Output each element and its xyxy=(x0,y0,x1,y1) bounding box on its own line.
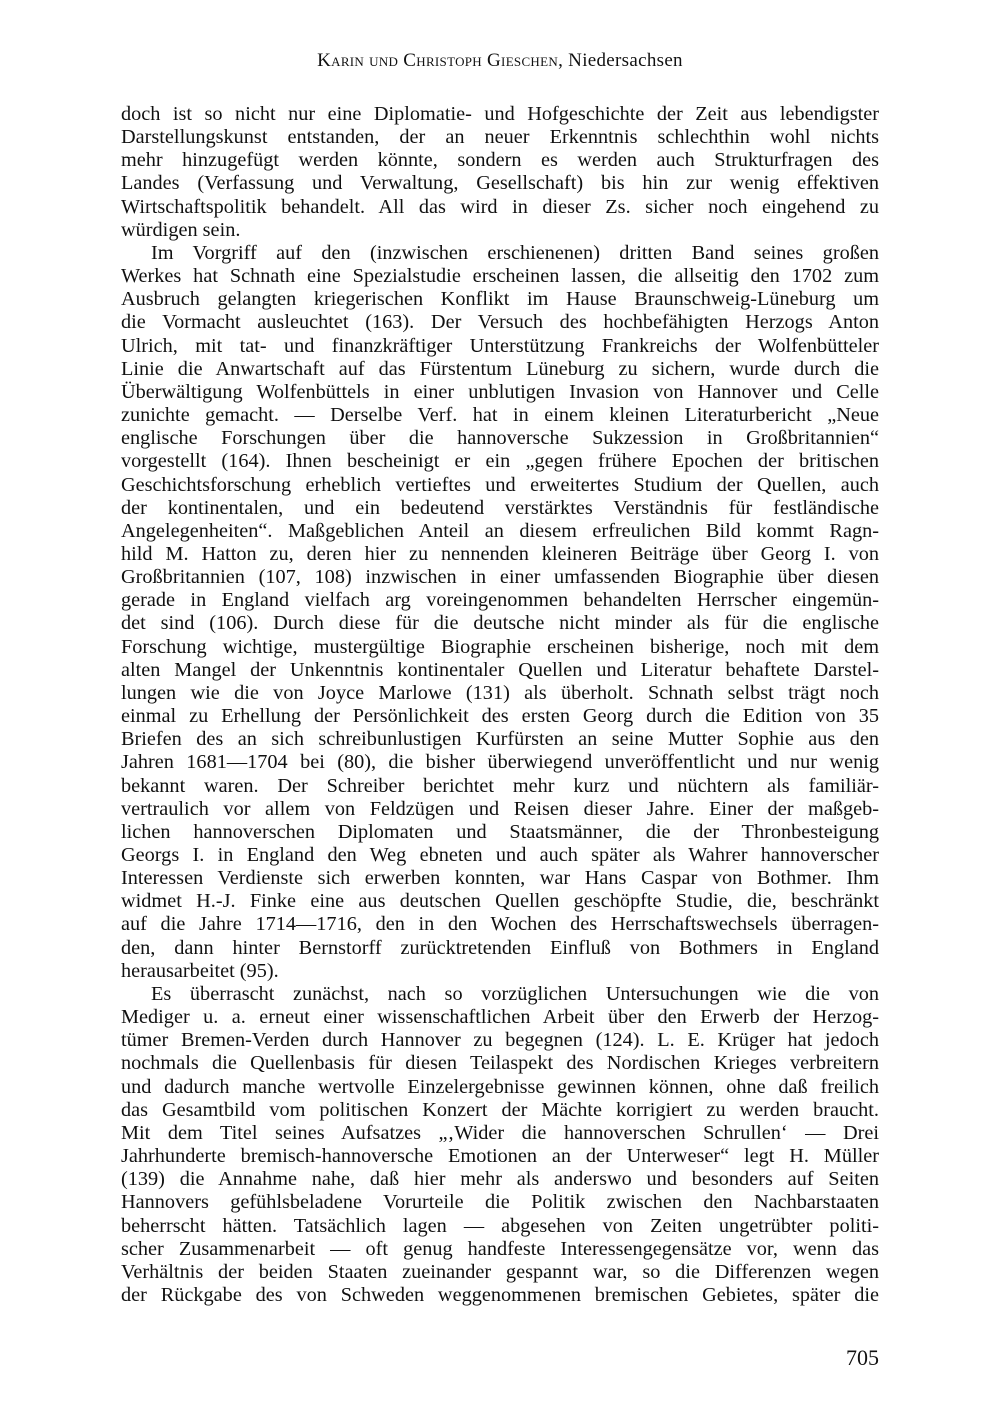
text-line: den, dann hinter Bernstorff zurücktretenden Einfluß von Bothmers in England xyxy=(121,936,879,959)
text-line: Interessen Verdienste sich erwerben konnten, war Hans Caspar von Bothmer. Ihm xyxy=(121,867,879,890)
text-line: Briefen des an sich schreibunlustigen Kurfürsten an seine Mutter Sophie aus den xyxy=(121,728,879,751)
text-line: die Vormacht ausleuchtet (163). Der Versuch des hochbefähigten Herzogs Anton xyxy=(121,311,879,334)
text-line: auf die Jahre 1714—1716, den in den Wochen des Herrschaftswechsels überragen- xyxy=(121,913,879,936)
text-line: Forschung wichtige, mustergültige Biographie erscheinen bisherige, noch mit dem xyxy=(121,635,879,658)
text-line: Werkes hat Schnath eine Spezialstudie erscheinen lassen, die allseitig den 1702 zum xyxy=(121,265,879,288)
text-line: gerade in England vielfach arg voreingenommen behandelten Herrscher eingemün- xyxy=(121,589,879,612)
text-line: hild M. Hatton zu, deren hier zu nennenden kleineren Beiträge über Georg I. von xyxy=(121,542,879,565)
text-line: der kontinentalen, und ein bedeutend verstärktes Verständnis für festländische xyxy=(121,496,879,519)
text-line: der Rückgabe des von Schweden weggenommenen bremischen Gebietes, später die xyxy=(121,1283,879,1306)
running-head-authors: Karin und Christoph Gieschen xyxy=(317,50,559,71)
text-line: Es überrascht zunächst, nach so vorzüglichen Untersuchungen wie die von xyxy=(151,982,879,1005)
text-line: Linie die Anwartschaft auf das Fürstentum Lüneburg zu sichern, wurde durch die xyxy=(121,357,879,380)
paragraph xyxy=(121,983,879,1307)
text-line: vorgestellt (164). Ihnen bescheinigt er ein „gegen frühere Epochen der britischen xyxy=(121,450,879,473)
text-line: det sind (106). Durch diese für die deutsche nicht minder als für die englische xyxy=(121,612,879,635)
text-line: Verhältnis der beiden Staaten zueinander gespannt war, so die Differenzen wegen xyxy=(121,1260,879,1283)
text-line: Ulrich, mit tat- und finanzkräftiger Unterstützung Frankreichs der Wolfenbütteler xyxy=(121,334,879,357)
text-line: Ausbruch gelangten kriegerischen Konflikt im Hause Braunschweig-Lüneburg um xyxy=(121,288,879,311)
running-head-separator: , xyxy=(558,50,569,71)
text-line: widmet H.-J. Finke eine aus deutschen Quellen geschöpfte Studie, die, beschränkt xyxy=(121,890,879,913)
text-line: Mediger u. a. erneut einer wissenschaftlichen Arbeit über den Erwerb der Herzog- xyxy=(121,1006,879,1029)
text-line: Mit dem Titel seines Aufsatzes „‚Wider die hannoverschen Schrullen‘ — Drei xyxy=(121,1121,879,1144)
text-line: lichen hannoverschen Diplomaten und Staatsmänner, die der Thronbesteigung xyxy=(121,820,879,843)
text-line: einmal zu Erhellung der Persönlichkeit des ersten Georg durch die Edition von 35 xyxy=(121,705,879,728)
text-line: Jahren 1681—1704 bei (80), die bisher überwiegend unveröffentlicht und nur wenig xyxy=(121,751,879,774)
text-line: zunichte gemacht. — Derselbe Verf. hat in einem kleinen Literaturbericht „Neue xyxy=(121,404,879,427)
text-line: Jahrhunderte bremisch-hannoversche Emotionen an der Unterweser“ legt H. Müller xyxy=(121,1145,879,1168)
text-line: das Gesamtbild vom politischen Konzert der Mächte korrigiert zu werden braucht. xyxy=(121,1098,879,1121)
text-line: Überwältigung Wolfenbüttels in einer unblutigen Invasion von Hannover und Celle xyxy=(121,380,879,403)
text-line: scher Zusammenarbeit — oft genug handfeste Interessengegensätze vor, wenn das xyxy=(121,1237,879,1260)
text-line: Landes (Verfassung und Verwaltung, Gesellschaft) bis hin zur wenig effektiven xyxy=(121,172,879,195)
text-line: Hannovers gefühlsbeladene Vorurteile die Politik zwischen den Nachbarstaaten xyxy=(121,1191,879,1214)
text-line: alten Mangel der Unkenntnis kontinentaler Quellen und Literatur behaftete Darstel- xyxy=(121,658,879,681)
text-line: Im Vorgriff auf den (inzwischen erschienenen) dritten Band seines großen xyxy=(151,241,879,264)
text-line: würdigen sein. xyxy=(121,218,241,241)
text-line: Angelegenheiten“. Maßgeblichen Anteil an diesem erfreulichen Bild kommt Ragn- xyxy=(121,519,879,542)
text-line: nochmals die Quellenbasis für diesen Teilaspekt des Nordischen Krieges verbreitern xyxy=(121,1052,879,1075)
running-head xyxy=(120,50,880,72)
text-line: Wirtschaftspolitik behandelt. All das wird in dieser Zs. sicher noch eingehend zu xyxy=(121,195,879,218)
running-head-region: Niedersachsen xyxy=(568,50,683,71)
paragraph xyxy=(121,103,879,242)
text-line: vertraulich vor allem von Feldzügen und Reisen dieser Jahre. Einer der maßgeb- xyxy=(121,797,879,820)
text-line: bekannt waren. Der Schreiber berichtet mehr kurz und nüchtern als familiär- xyxy=(121,774,879,797)
text-line: mehr hinzugefügt werden könnte, sondern es werden auch Strukturfragen des xyxy=(121,149,879,172)
text-line: (139) die Annahme nahe, daß hier mehr als anderswo und besonders auf Seiten xyxy=(121,1168,879,1191)
text-line: Georgs I. in England den Weg ebneten und auch später als Wahrer hannoverscher xyxy=(121,844,879,866)
page-number: 705 xyxy=(846,1345,879,1370)
text-line: beherrscht hätten. Tatsächlich lagen — abgesehen von Zeiten ungetrübter politi- xyxy=(121,1214,879,1237)
text-line: lungen wie die von Joyce Marlowe (131) als überholt. Schnath selbst trägt noch xyxy=(121,681,879,704)
paragraph xyxy=(121,242,879,983)
text-line: herausarbeitet (95). xyxy=(121,959,279,982)
text-line: Geschichtsforschung erheblich vertieftes und erweitertes Studium der Quellen, auch xyxy=(121,473,879,496)
text-line: englische Forschungen über die hannoversche Sukzession in Großbritannien“ xyxy=(121,427,879,450)
body-text xyxy=(121,103,879,1307)
text-line: Großbritannien (107, 108) inzwischen in einer umfassenden Biographie über diesen xyxy=(121,566,879,589)
text-line: Darstellungskunst entstanden, der an neuer Erkenntnis schlechthin wohl nichts xyxy=(121,126,879,149)
text-line: und dadurch manche wertvolle Einzelergebnisse gewinnen können, ohne daß freilich xyxy=(121,1075,879,1098)
text-line: tümer Bremen-Verden durch Hannover zu begegnen (124). L. E. Krüger hat jedoch xyxy=(121,1029,879,1052)
text-line: doch ist so nicht nur eine Diplomatie- und Hofgeschichte der Zeit aus lebendigster xyxy=(121,103,879,125)
